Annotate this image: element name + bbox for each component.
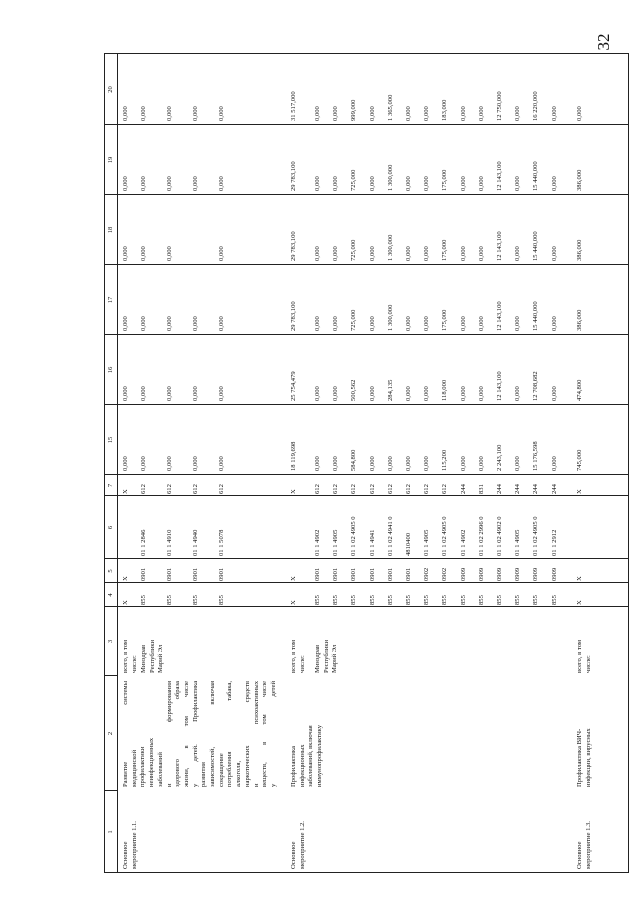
m11-r1-c7: 612 <box>140 484 147 494</box>
m12-r4-c16: 0,000 <box>368 386 376 401</box>
m12-r11-c4: 855 <box>496 595 503 605</box>
m12-r14-c5: 0909 <box>550 567 558 581</box>
header-col-3: 3 <box>107 639 114 644</box>
m12-r14-c17: 0,000 <box>550 316 558 331</box>
m12-total-c16: 25 754,479 <box>290 371 297 401</box>
m12-r8-c6: 01 1 02 4905 0 <box>441 516 449 556</box>
m11-r2-c16: 0,000 <box>166 386 173 401</box>
m12-r5-c5: 0901 <box>386 567 394 581</box>
m12-r13-c17: 15 440,000 <box>532 301 540 331</box>
grid-line <box>104 334 629 335</box>
m12-r11-c6: 01 1 02 4902 0 <box>496 516 503 556</box>
m12-r8-c4: 855 <box>441 595 449 605</box>
m12-total-c17: 29 783,100 <box>290 301 297 331</box>
m11-r2-c4: 855 <box>166 595 173 605</box>
m12-r2-c18: 0,000 <box>332 246 340 261</box>
m11-r1-c15: 0,000 <box>140 456 147 471</box>
m12-r10-c19: 0,000 <box>477 176 485 191</box>
m11-r3-c16: 0,000 <box>192 386 199 401</box>
m12-r8-c19: 175,000 <box>441 169 449 191</box>
m11-total-c7: X <box>122 489 129 494</box>
m12-r1-c5: 0901 <box>314 567 321 581</box>
m12-r8-c7: 612 <box>441 484 449 494</box>
m13-total-c18: 386,000 <box>576 239 583 261</box>
m12-r12-c18: 0,000 <box>514 246 522 261</box>
m12-r14-c15: 0,000 <box>550 456 558 471</box>
m12-r13-c4: 855 <box>532 595 540 605</box>
m12-r12-c7: 244 <box>514 484 522 494</box>
m12-r7-c17: 0,000 <box>423 316 431 331</box>
m11-r1-c5: 0901 <box>140 567 147 581</box>
m12-r7-c6: 01 1 4905 <box>423 529 431 556</box>
m12-total-c4: X <box>290 600 297 605</box>
m12-r9-c19: 0,000 <box>459 176 467 191</box>
m12-r12-c6: 01 1 4905 <box>514 529 522 556</box>
m12-r13-c16: 12 708,682 <box>532 371 540 401</box>
header-col-19: 19 <box>107 156 114 164</box>
measure-1-2-description: Профилактика инфекционных заболеваний, включая иммунопрофилактику <box>290 724 324 787</box>
measure-1-3-name: Основное мероприятие 1.3. <box>576 821 592 869</box>
m12-r4-c18: 0,000 <box>368 246 376 261</box>
m12-r12-c17: 0,000 <box>514 316 522 331</box>
grid-line <box>104 194 629 195</box>
m13-total-c16: 474,800 <box>576 379 583 401</box>
m12-r8-c15: 115,200 <box>441 449 449 471</box>
m13-total-c19: 386,000 <box>576 169 583 191</box>
m11-r4-c18: 0,000 <box>218 246 225 261</box>
header-col-5: 5 <box>107 569 114 573</box>
m13-total-c15: 745,000 <box>576 449 583 471</box>
m12-r11-c15: 2 243,100 <box>496 444 503 471</box>
m12-r3-c4: 855 <box>350 595 358 605</box>
measure-1-3-total-label: всего, в том числе: <box>576 639 592 673</box>
m12-r1-c18: 0,000 <box>314 246 321 261</box>
header-col-17: 17 <box>107 296 114 304</box>
grid-line <box>104 474 629 475</box>
header-col-20: 20 <box>107 86 114 93</box>
m12-r4-c4: 855 <box>368 595 376 605</box>
m12-r7-c18: 0,000 <box>423 246 431 261</box>
m11-r4-c15: 0,000 <box>218 456 225 471</box>
m13-total-c4: X <box>576 600 583 605</box>
m12-r6-c17: 0,000 <box>405 316 412 331</box>
measure-1-1-name: Основное мероприятие 1.1. <box>122 821 138 869</box>
m12-r5-c17: 1 300,000 <box>386 304 394 331</box>
m12-r3-c7: 612 <box>350 484 358 494</box>
m12-r4-c17: 0,000 <box>368 316 376 331</box>
m12-r6-c15: 0,000 <box>405 456 412 471</box>
m12-r9-c4: 855 <box>459 595 467 605</box>
m11-r1-c18: 0,000 <box>140 246 147 261</box>
m12-total-c5: X <box>290 576 297 581</box>
measure-1-3-description: Профилактика ВИЧ- инфекции, вирусных <box>576 728 592 787</box>
m13-total-c7: X <box>576 489 583 494</box>
m12-r4-c5: 0901 <box>368 567 376 581</box>
m11-r4-c17: 0,000 <box>218 316 225 331</box>
m12-r5-c20: 1 365,000 <box>386 94 394 121</box>
m12-r5-c16: 284,135 <box>386 379 394 401</box>
header-col-7: 7 <box>107 483 114 488</box>
m13-total-c5: X <box>576 576 583 581</box>
m11-r2-c7: 612 <box>166 484 173 494</box>
grid-line <box>104 124 629 125</box>
m12-r10-c16: 0,000 <box>477 386 485 401</box>
m11-r4-c5: 0901 <box>218 567 225 581</box>
m12-r3-c18: 725,000 <box>350 239 358 261</box>
m12-r12-c15: 0,000 <box>514 456 522 471</box>
m12-r13-c6: 01 1 02 4905 0 <box>532 516 540 556</box>
m11-r4-c7: 612 <box>218 484 225 494</box>
m12-r3-c5: 0901 <box>350 567 358 581</box>
m11-r1-c6: 01 1 2846 <box>140 529 147 556</box>
m12-r4-c7: 612 <box>368 484 376 494</box>
m12-r7-c19: 0,000 <box>423 176 431 191</box>
m12-r10-c20: 0,000 <box>477 106 485 121</box>
m11-r1-c20: 0,000 <box>140 106 147 121</box>
m12-r2-c6: 01 1 4905 <box>332 529 340 556</box>
m12-r8-c20: 183,000 <box>441 99 449 121</box>
m12-r12-c19: 0,000 <box>514 176 522 191</box>
m12-r14-c18: 0,000 <box>550 246 558 261</box>
m13-total-c17: 386,000 <box>576 309 583 331</box>
m12-r1-c17: 0,000 <box>314 316 321 331</box>
measure-1-2-executor: Минздрав Республики Марий Эл <box>314 639 339 673</box>
m12-r9-c18: 0,000 <box>459 246 467 261</box>
m11-r2-c20: 0,000 <box>166 106 173 121</box>
m12-r11-c7: 244 <box>496 484 503 494</box>
m12-r10-c18: 0,000 <box>477 246 485 261</box>
m12-r11-c19: 12 143,100 <box>496 161 503 191</box>
m12-r3-c19: 725,000 <box>350 169 358 191</box>
m12-r2-c4: 855 <box>332 595 340 605</box>
grid-line <box>104 872 629 873</box>
m12-r2-c19: 0,000 <box>332 176 340 191</box>
m12-r9-c5: 0909 <box>459 567 467 581</box>
m12-r11-c17: 12 143,100 <box>496 301 503 331</box>
m11-r1-c17: 0,000 <box>140 316 147 331</box>
m11-r2-c18: 0,000 <box>166 246 173 261</box>
m12-total-c19: 29 783,100 <box>290 161 297 191</box>
m11-total-c15: 0,000 <box>122 456 129 471</box>
m12-r10-c5: 0909 <box>477 567 485 581</box>
m12-r14-c6: 01 1 2912 <box>550 529 558 556</box>
m12-total-c15: 18 119,698 <box>290 441 297 471</box>
m12-r10-c7: 831 <box>477 484 485 494</box>
m12-r11-c18: 12 143,100 <box>496 231 503 261</box>
grid-line <box>104 606 629 607</box>
m11-r1-c19: 0,000 <box>140 176 147 191</box>
m12-r1-c7: 612 <box>314 484 321 494</box>
m12-r6-c19: 0,000 <box>405 176 412 191</box>
m12-r7-c7: 612 <box>423 484 431 494</box>
m12-r7-c15: 0,000 <box>423 456 431 471</box>
m11-r2-c17: 0,000 <box>166 316 173 331</box>
header-col-2: 2 <box>107 731 114 736</box>
m12-r6-c7: 612 <box>405 484 412 494</box>
m12-r9-c7: 244 <box>459 484 467 494</box>
m12-r14-c4: 855 <box>550 595 558 605</box>
m11-r4-c20: 0,000 <box>218 106 225 121</box>
m12-r1-c15: 0,000 <box>314 456 321 471</box>
m12-r6-c6: 4810400 <box>405 532 412 556</box>
m12-r1-c20: 0,000 <box>314 106 321 121</box>
m12-r8-c18: 175,000 <box>441 239 449 261</box>
m12-r13-c15: 15 176,598 <box>532 441 540 471</box>
m12-r12-c16: 0,000 <box>514 386 522 401</box>
m12-r10-c6: 01 1 02 2996 0 <box>477 516 485 556</box>
m12-r14-c19: 0,000 <box>550 176 558 191</box>
m12-r6-c16: 0,000 <box>405 386 412 401</box>
m12-r8-c5: 0902 <box>441 567 449 581</box>
m11-total-c4: X <box>122 600 129 605</box>
m12-r3-c17: 725,000 <box>350 309 358 331</box>
m12-r12-c4: 855 <box>514 595 522 605</box>
m12-r8-c16: 118,000 <box>441 379 449 401</box>
table-wrap <box>104 53 629 873</box>
m12-r12-c5: 0909 <box>514 567 522 581</box>
m11-r2-c5: 0901 <box>166 567 173 581</box>
m11-r1-c16: 0,000 <box>140 386 147 401</box>
m12-r9-c20: 0,000 <box>459 106 467 121</box>
m11-total-c19: 0,000 <box>122 176 129 191</box>
m12-r13-c5: 0909 <box>532 567 540 581</box>
m11-total-c18: 0,000 <box>122 246 129 261</box>
m12-r10-c4: 855 <box>477 595 485 605</box>
header-col-16: 16 <box>107 366 114 374</box>
m12-r7-c4: 855 <box>423 595 431 605</box>
m11-r4-c16: 0,000 <box>218 386 225 401</box>
m12-r9-c17: 0,000 <box>459 316 467 331</box>
m12-r5-c7: 612 <box>386 484 394 494</box>
m11-r3-c17: 0,000 <box>192 316 199 331</box>
m11-total-c17: 0,000 <box>122 316 129 331</box>
m12-total-c7: X <box>290 489 297 494</box>
m12-r12-c20: 0,000 <box>514 106 522 121</box>
grid-line <box>104 53 105 873</box>
m13-total-c20: 0,000 <box>576 106 583 121</box>
m12-r9-c16: 0,000 <box>459 386 467 401</box>
m12-r3-c20: 999,000 <box>350 99 358 121</box>
m12-r5-c15: 0,000 <box>386 456 394 471</box>
m12-r2-c17: 0,000 <box>332 316 340 331</box>
m12-r3-c15: 584,800 <box>350 449 358 471</box>
m12-r13-c7: 244 <box>532 484 540 494</box>
m11-r4-c6: 01 1 5078 <box>218 529 225 556</box>
grid-line <box>104 53 629 54</box>
grid-line <box>104 495 629 496</box>
m12-r13-c20: 16 220,000 <box>532 91 540 121</box>
m12-r1-c19: 0,000 <box>314 176 321 191</box>
m12-total-c18: 29 783,100 <box>290 231 297 261</box>
m12-r1-c4: 855 <box>314 595 321 605</box>
grid-line <box>104 558 629 559</box>
m11-r4-c19: 0,000 <box>218 176 225 191</box>
m12-r2-c20: 0,000 <box>332 106 340 121</box>
m12-r4-c6: 01 1 4941 <box>368 529 376 556</box>
header-col-18: 18 <box>107 226 114 234</box>
grid-line <box>104 264 629 265</box>
m11-total-c20: 0,000 <box>122 106 129 121</box>
m12-r10-c15: 0,000 <box>477 456 485 471</box>
m12-r5-c19: 1 300,000 <box>386 164 394 191</box>
m12-r6-c5: 0901 <box>405 567 412 581</box>
m11-r3-c5: 0901 <box>192 567 199 581</box>
measure-1-2-name: Основное мероприятие 1.2. <box>290 821 306 869</box>
header-col-6: 6 <box>107 525 114 530</box>
m11-r3-c15: 0,000 <box>192 456 199 471</box>
m12-r3-c6: 01 1 02 4905 0 <box>350 516 358 556</box>
m12-r2-c7: 612 <box>332 484 340 494</box>
m12-r7-c16: 0,000 <box>423 386 431 401</box>
m11-total-c5: X <box>122 576 129 581</box>
m12-r9-c15: 0,000 <box>459 456 467 471</box>
m12-r8-c17: 175,000 <box>441 309 449 331</box>
m12-r4-c15: 0,000 <box>368 456 376 471</box>
m11-total-c16: 0,000 <box>122 386 129 401</box>
m12-r2-c5: 0901 <box>332 567 340 581</box>
m12-r10-c17: 0,000 <box>477 316 485 331</box>
m11-r3-c20: 0,000 <box>192 106 199 121</box>
measure-1-1-executor: Минздрав Республики Марий Эл <box>140 639 165 673</box>
grid-line <box>104 404 629 405</box>
m12-r5-c18: 1 300,000 <box>386 234 394 261</box>
grid-line <box>628 53 629 873</box>
m12-r5-c6: 01 1 02 4941 0 <box>386 516 394 556</box>
m12-r2-c16: 0,000 <box>332 386 340 401</box>
measure-1-1-total-label: всего, в том числе: <box>122 639 138 673</box>
m12-r13-c19: 15 440,000 <box>532 161 540 191</box>
header-col-15: 15 <box>107 436 114 444</box>
m11-r1-c4: 855 <box>140 595 147 605</box>
measure-1-2-total-label: всего, в том числе: <box>290 639 306 673</box>
header-col-4: 4 <box>107 593 114 597</box>
m12-r11-c16: 12 143,100 <box>496 371 503 401</box>
m12-r6-c20: 0,000 <box>405 106 412 121</box>
m11-r3-c4: 855 <box>192 595 199 605</box>
header-col-1: 1 <box>107 830 114 834</box>
m12-r7-c5: 0902 <box>423 567 431 581</box>
m12-r4-c19: 0,000 <box>368 176 376 191</box>
m12-r3-c16: 500,562 <box>350 379 358 401</box>
measure-1-1-description: Развитие системы медицинской профилактики неинфекционных заболеваний и формирования здорового образа жизни, в том числе у детей. Профилактика развития зависимостей, включая сокращение потребления табака, алкоголя, наркотических средств и психоактивных веществ, в том числе у детей <box>122 681 277 787</box>
m12-r6-c4: 855 <box>405 595 412 605</box>
m11-r2-c6: 01 1 4910 <box>166 529 173 556</box>
m12-r5-c4: 855 <box>386 595 394 605</box>
grid-line <box>104 582 629 583</box>
m12-r7-c20: 0,000 <box>423 106 431 121</box>
m11-r2-c19: 0,000 <box>166 176 173 191</box>
m12-r11-c5: 0909 <box>496 567 503 581</box>
m12-r1-c16: 0,000 <box>314 386 321 401</box>
m12-r2-c15: 0,000 <box>332 456 340 471</box>
grid-line <box>117 53 118 873</box>
m12-r9-c6: 01 1 4902 <box>459 529 467 556</box>
m11-r4-c4: 855 <box>218 595 225 605</box>
m12-r14-c16: 0,000 <box>550 386 558 401</box>
m12-r14-c7: 244 <box>550 484 558 494</box>
m12-r6-c18: 0,000 <box>405 246 412 261</box>
m12-r11-c20: 12 750,000 <box>496 91 503 121</box>
m11-r2-c15: 0,000 <box>166 456 173 471</box>
m12-r1-c6: 01 1 4902 <box>314 529 321 556</box>
m12-r14-c20: 0,000 <box>550 106 558 121</box>
m11-r3-c19: 0,000 <box>192 176 199 191</box>
m11-r3-c7: 612 <box>192 484 199 494</box>
m12-r13-c18: 15 440,000 <box>532 231 540 261</box>
page-number: 32 <box>594 33 613 51</box>
m12-r4-c20: 0,000 <box>368 106 376 121</box>
m12-total-c20: 31 517,000 <box>290 91 297 121</box>
m11-r3-c6: 01 1 4940 <box>192 529 199 556</box>
